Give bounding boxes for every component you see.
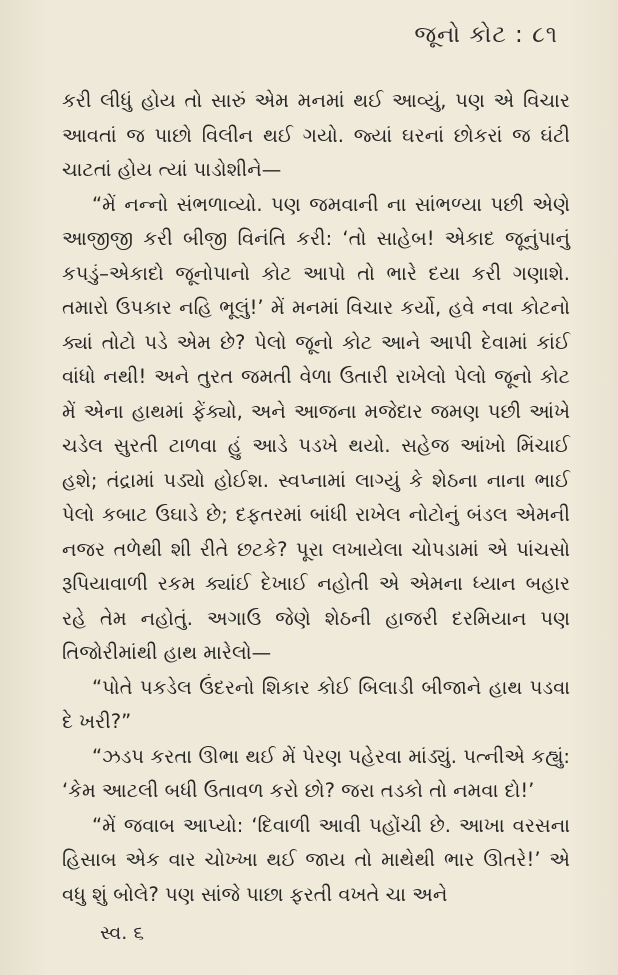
paragraph-2: “મેં નન્નો સંભળાવ્યો. પણ જમવાની ના સાંભળ્યા પછી એણે આજીજી કરી બીજી વિનંતિ કરી: ‘તો સાહેબ! એકાદ જૂનુંપાનું કપડું–એકાદો જૂનોપાનો કોટ આપો તો ભારે દયા કરી ગણાશે. તમારો ઉપકાર નહિ ભૂલું!’ મેં મનમાં વિચાર કર્યો, હવે નવા કોટનો ક્યાં તોટો પડે એમ છે? પેલો જૂનો કોટ આને આપી દેવામાં કાંઈ વાંધો નથી! અને તુરત જમતી વેળા ઉતારી રાખેલો પેલો જૂનો કોટ મેં એના હાથમાં ફેંક્યો, અને આજના મજેદાર જમણ પછી આંખે ચડેલ સુરતી ટાળવા હું આડે પડખે થયો. સહેજ આંખો મિંચાઈ હશે; તંદ્રામાં પડ્યો હોઈશ. સ્વપ્નામાં લાગ્યું કે શેઠના નાના ભાઈ પેલો કબાટ ઉઘાડે છે; દફતરમાં બાંધી રાખેલ નોટોનું બંડલ એમની નજર તળેથી શી રીતે છટકે? પૂરા લખાયેલા ચોપડામાં એ પાંચસો રૂપિયાવાળી રકમ ક્યાંઈ દેખાઈ નહોતી એ એમના ધ્યાન બહાર રહે તેમ નહોતું. અગાઉ જેણે શેઠની હાજરી દરમિયાન પણ તિજોરીમાંથી હાથ મારેલો— (62, 192, 570, 664)
paragraph-5: “મેં જવાબ આપ્યો: ‘દિવાળી આવી પહોંચી છે. આખા વરસના હિસાબ એક વાર ચોખ્ખા થઈ જાય તો માથેથી ભાર ઊતરે!’ એ વધુ શું બોલે? પણ સાંજે પાછા ફરતી વખતે ચા અને (62, 813, 570, 906)
body-text (62, 84, 570, 912)
paragraph-1: કરી લીધું હોય તો સારું એમ મનમાં થઈ આવ્યું, પણ એ વિચાર આવતાં જ પાછો વિલીન થઈ ગયો. જ્યાં ઘરનાં છોકરાં જ ઘંટી ચાટતાં હોય ત્યાં પાડોશીને— (62, 89, 570, 181)
paragraph-4: “ઝડપ કરતા ઊભા થઈ મેં પેરણ પહેરવા માંડ્યું. પત્નીએ કહ્યું: ‘કેમ આટલી બધી ઉતાવળ કરો છો? જરા તડકો તો નમવા દો!’ (62, 744, 570, 802)
signature-mark: સ્વ. ૬ (100, 922, 144, 944)
paragraph-3: “પોતે પકડેલ ઉંદરનો શિકાર કોઈ બિલાડી બીજાને હાથ પડવા દે ખરી?” (62, 675, 570, 733)
running-head: જૂનો કોટ : ૮૧ (414, 22, 558, 48)
